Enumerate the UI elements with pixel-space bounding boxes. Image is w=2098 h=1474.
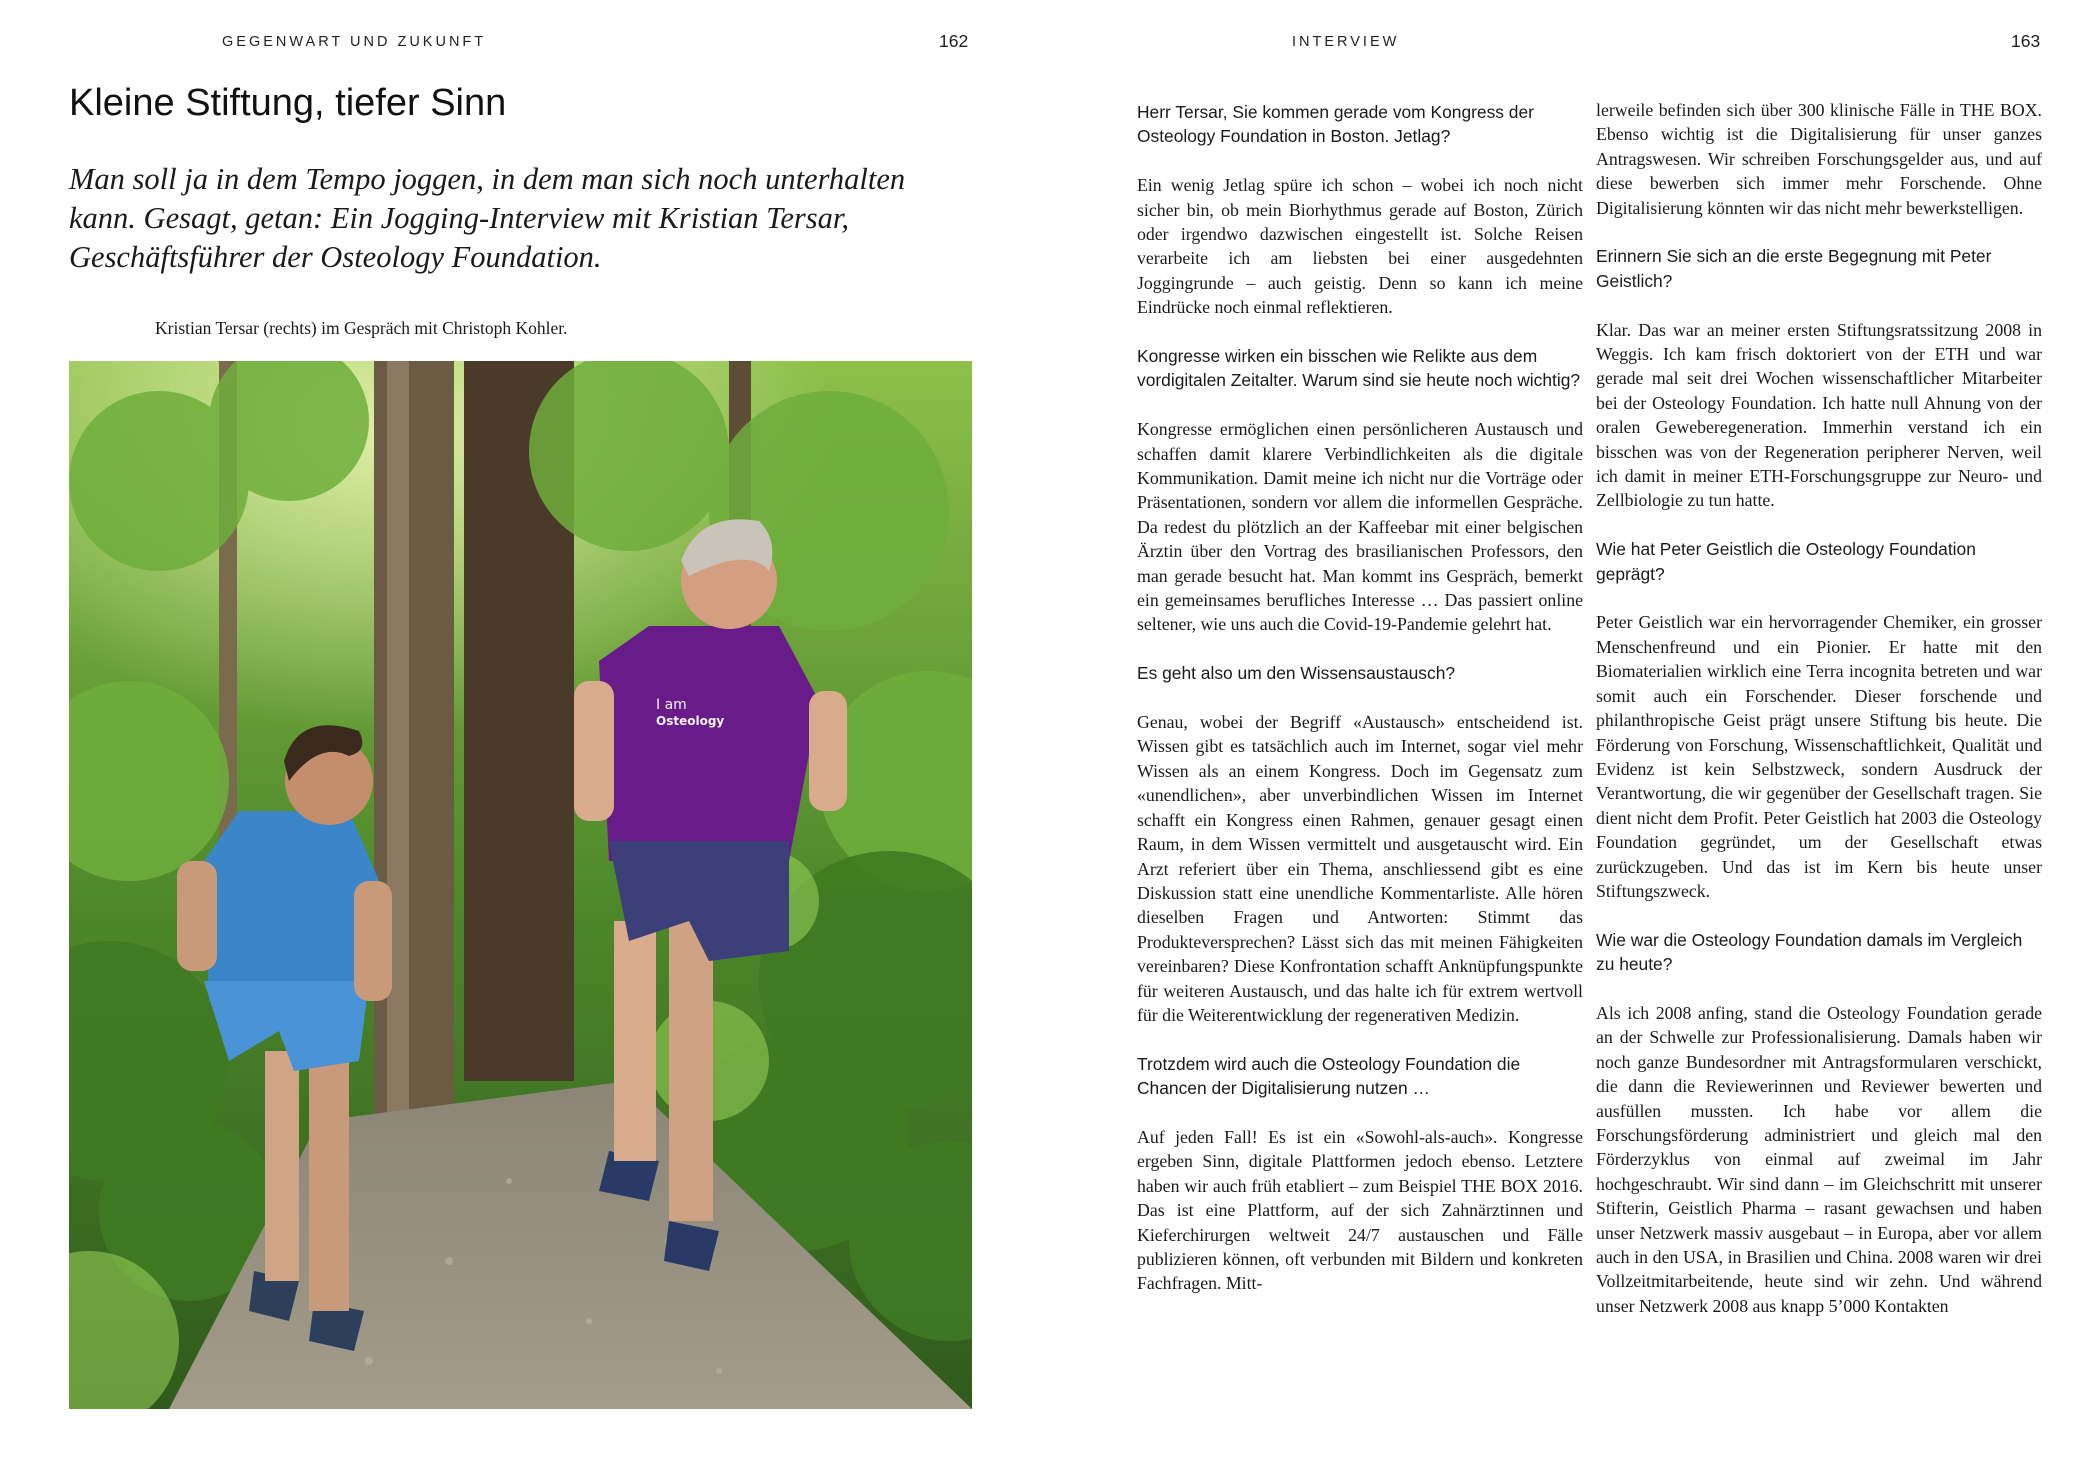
shirt-print-line2: Osteology [656, 714, 725, 728]
interview-question: Es geht also um den Wissensaustausch? [1137, 663, 1456, 684]
interview-column-2 [1596, 98, 2042, 1343]
jogging-photo-illustration [69, 361, 972, 1409]
interview-question: Kongresse wirken ein bisschen wie Relikte aus dem vordigitalen Zeitalter. Warum sind sie heute noch wichtig? [1137, 346, 1581, 391]
interview-answer: Klar. Das war an meiner ersten Stiftungsratssitzung 2008 in Weggis. Ich kam frisch doktoriert von der ETH und war gerade mal seit drei Wochen wissenschaftlicher Mitarbeiter bei der Osteology Foundation. Ich hatte null Ahnung von der oralen Geweberegeneration. Immerhin verstand ich ein bisschen was von der Regeneration peripherer Nerven, weil ich damit in meiner ETH-Forschungsgruppe zur Neuro- und Zellbiologie zu tun hatte. [1596, 319, 2042, 511]
interview-question: Wie war die Osteology Foundation damals im Vergleich zu heute? [1596, 929, 2023, 975]
running-head-right: INTERVIEW [1292, 34, 1400, 50]
page-number-right: 163 [2011, 31, 2041, 51]
article-title: Kleine Stiftung, tiefer Sinn [69, 82, 507, 124]
interview-question: Herr Tersar, Sie kommen gerade vom Kongress der Osteology Foundation in Boston. Jetlag? [1137, 102, 1534, 147]
right-page [1049, 0, 2098, 1474]
interview-question: Erinnern Sie sich an die erste Begegnung mit Peter Geistlich? [1596, 246, 1992, 291]
interview-answer: Kongresse ermöglichen einen persönlicheren Austausch und schaffen damit klarere Verbindlichkeiten als die digitale Kommunikation. Damit meine ich nicht nur die Vorträge oder Präsentationen, sondern vor allem die informellen Gespräche. Da redest du plötzlich an der Kaffeebar mit einer belgischen Ärztin über den Vortrag des brasilianischen Professors, den man gerade besucht hat. Man kommt ins Gespräch, bemerkt ein gemeinsames berufliches Interesse … Das passiert online seltener, wie uns auch die Covid-19-Pandemie gelehrt hat. [1137, 419, 1583, 635]
photo-caption: Kristian Tersar (rechts) im Gespräch mit Christoph Kohler. [155, 318, 568, 338]
interview-answer: Auf jeden Fall! Es ist ein «Sowohl-als-auch». Kongresse ergeben Sinn, digitale Plattformen jedoch ebenso. Letztere haben wir auch früh etabliert – zum Beispiel THE BOX 2016. Das ist eine Plattform, auf der sich Zahnärztinnen und Kieferchirurgen weltweit 24/7 austauschen und Fälle publizieren können, oft verbunden mit Bildern und konkreten Fachfragen. Mitt- [1137, 1126, 1583, 1294]
interview-question: Trotzdem wird auch die Osteology Foundation die Chancen der Digitalisierung nutzen … [1137, 1053, 1521, 1099]
page-number-left: 162 [939, 31, 969, 51]
interview-column-1 [1137, 100, 1583, 1320]
interview-answer: lerweile befinden sich über 300 klinische Fälle in THE BOX. Ebenso wichtig ist die Digitalisierung für unser ganzes Antragswesen. Wir schreiben Forschungsgelder aus, und auf diese bewerben sich immer mehr Forschende. Ohne Digitalisierung könnten wir das nicht mehr bewerkstelligen. [1596, 100, 2042, 218]
jogging-photo [69, 361, 972, 1409]
shirt-print-line1: I am [656, 697, 687, 713]
interview-answer: Peter Geistlich war ein hervorragender Chemiker, ein grosser Menschenfreund und ein Pionier. Er hatte mit den Biomaterialien wirklich eine Terra incognita betreten und war somit auch ein Forschender. Dieser forschende und philanthropische Geist prägt unsere Stiftung bis heute. Die Förderung von Forschung, Wissenschaftlichkeit, Qualität und Evidenz ist kein Selbstzweck, sondern Ausdruck der Verantwortung, die wir gegenüber der Gesellschaft tragen. Sie dient nicht dem Profit. Peter Geistlich hat 2003 die Osteology Foundation gegründet, um der Gesellschaft etwas zurückzugeben. Und das ist im Kern bis heute unser Stiftungszweck. [1596, 612, 2042, 901]
interview-answer: Ein wenig Jetlag spüre ich schon – wobei ich noch nicht sicher bin, ob mein Biorhythmus gerade auf Boston, Zürich oder irgendwo dazwischen eingestellt ist. Solche Reisen verarbeite ich am liebsten bei einer ausgedehnten Joggingrunde – auch geistig. Denn so kann ich meine Eindrücke noch einmal reflektieren. [1137, 175, 1583, 318]
running-head-left: GEGENWART UND ZUKUNFT [222, 34, 487, 50]
article-lede: Man soll ja in dem Tempo joggen, in dem man sich noch unterhalten kann. Gesagt, getan: Ein Jogging-Interview mit Kristian Tersar, Geschäftsführer der Osteology Foundation. [69, 162, 906, 274]
interview-question: Wie hat Peter Geistlich die Osteology Foundation geprägt? [1596, 539, 1976, 584]
interview-answer: Als ich 2008 anfing, stand die Osteology Foundation gerade an der Schwelle zur Professionalisierung. Damals haben wir noch ganze Bundesordner mit Antragsformularen verschickt, die dann die Reviewerinnen und Reviewer bewerten und ausfüllen mussten. Ich habe vor allem die Forschungsförderung administriert und gleich mal den Förderzyklus von einmal auf zweimal im Jahr hochgeschraubt. Wir sind dann – im Gleichschritt mit unserer Stifterin, Geistlich Pharma – rasant gewachsen und haben unser Netzwerk massiv ausgebaut – in Europa, aber vor allem auch in den USA, in Brasilien und China. 2008 waren wir drei Vollzeitmitarbeitende, heute sind wir zehn. Und während unser Netzwerk 2008 aus knapp 5’000 Kontakten [1596, 1002, 2042, 1316]
interview-answer: Genau, wobei der Begriff «Austausch» entscheidend ist. Wissen gibt es tatsächlich auch im Internet, sogar viel mehr Wissen als an einem Kongress. Doch im Gegensatz zum «unendlichen», aber unverbindlichen Wissen im Internet schafft ein Kongress einen Rahmen, genauer gesagt einen Raum, in dem Wissen vermittelt und ausgetauscht wird. Ein Arzt referiert über ein Thema, anschliessend gibt es eine Diskussion statt eine unendliche Kommentarliste. Alle hören dieselben Fragen und Antworten: Stimmt das Produkteversprechen? Lässt sich das mit meinen Fähigkeiten vereinbaren? Diese Konfrontation schafft Anknüpfungspunkte für weiteren Austausch, und das halte ich für extrem wertvoll für die Weiterentwicklung der regenerativen Medizin. [1137, 712, 1583, 1025]
